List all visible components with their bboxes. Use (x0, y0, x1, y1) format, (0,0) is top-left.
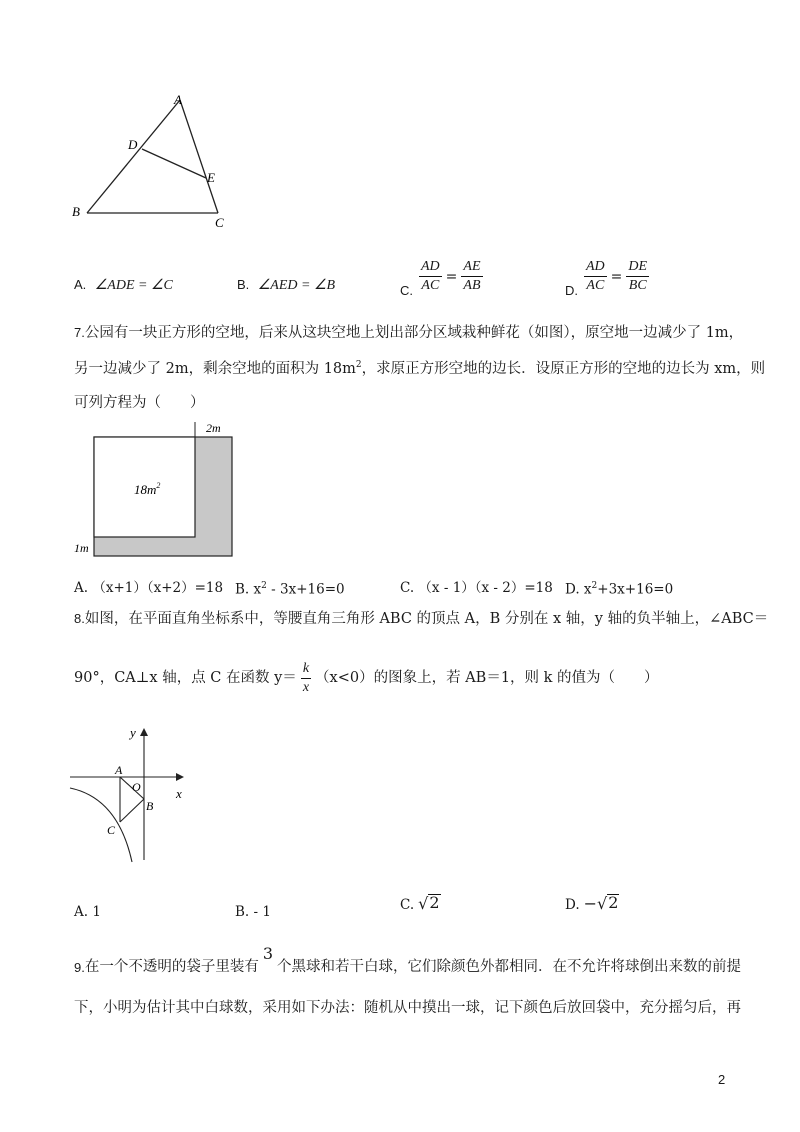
vertex-b: B (72, 204, 80, 219)
q6-option-d: D. $\frac{AD}{AC}$ = $\frac{DE}{BC}$ (565, 259, 648, 298)
axis-y-label: y (130, 726, 136, 740)
q6-option-c: C. $\frac{AD}{AC}$ = $\frac{AE}{AB}$ (400, 259, 481, 298)
q6-option-a-expr: ∠ADE = ∠C (94, 278, 173, 293)
triangle-figure (60, 88, 260, 238)
q7-option-a: A. （x+1）（x+2）=18 (74, 580, 224, 596)
square-field-figure (72, 420, 238, 560)
label-area: $18m^2$ (134, 481, 161, 497)
q8-option-b: B. - 1 (235, 904, 271, 920)
vertex-c: C (215, 215, 224, 230)
q8-option-a: A. 1 (74, 904, 101, 920)
q9-line-1: 9. 在一个不透明的袋子里装有 3 个黑球和若干白球，它们除颜色外都相同．在不允许将球倒出来数的前提 (74, 944, 742, 975)
page-number: 2 (718, 1072, 726, 1087)
q7-number: 7. (74, 325, 85, 340)
q9-line-2: 下，小明为估计其中白球数，采用如下办法：随机从中摸出一球，记下颜色后放回袋中，充分摇匀后，再 (74, 1000, 741, 1016)
coordinate-figure (66, 726, 196, 866)
q8-line-2: 90°，CA⊥x 轴，点 C 在函数 y＝ $\frac{k}{x}$ （x<0）的图象上，若 AB＝1，则 k 的值为（ ） (74, 661, 659, 695)
q7-line-1: 7.公园有一块正方形的空地，后来从这块空地上划出部分区域栽种鲜花（如图），原空地一边减少了 1m， (74, 325, 744, 341)
sqrt-sign: √ (597, 894, 608, 913)
q6-option-b: B. ∠AED = ∠B (237, 277, 336, 293)
q6-option-a: A. ∠ADE = ∠C (74, 277, 173, 293)
q7-line-3: 可列方程为（ ） (74, 395, 205, 411)
q9-number: 9. (74, 960, 85, 975)
point-o: O (132, 780, 141, 794)
axis-x-label: x (176, 786, 182, 801)
q7-option-d: D. $x^2+3x+16=0$ (565, 581, 674, 598)
point-a: A (115, 763, 123, 777)
q7-option-b: B. $x^2 - 3x+16=0$ (235, 581, 345, 598)
q8-option-d: D. − √ 2 (565, 893, 619, 913)
q6-option-b-expr: ∠AED = ∠B (257, 278, 336, 293)
point-b: B (146, 799, 154, 813)
label-1m: 1m (74, 541, 89, 555)
q8-number: 8. (74, 611, 85, 626)
sqrt-sign: √ (418, 894, 429, 913)
vertex-d: D (128, 137, 138, 152)
vertex-e: E (207, 170, 215, 185)
vertex-a: A (174, 92, 182, 107)
q8-option-c: C. √ 2 (400, 893, 440, 913)
q7-line-2: 另一边减少了 2m，剩余空地的面积为 $18m^2$，求原正方形空地的边长．设原正方形的空地的边长为 xm，则 (74, 360, 766, 377)
q7-option-c: C. （x - 1）（x - 2）=18 (400, 580, 553, 596)
point-c: C (107, 823, 116, 837)
label-2m: 2m (206, 421, 221, 435)
q8-line-1: 8.如图，在平面直角坐标系中，等腰直角三角形 ABC 的顶点 A，B 分别在 x 轴，y 轴的负半轴上，∠ABC＝ (74, 611, 769, 627)
